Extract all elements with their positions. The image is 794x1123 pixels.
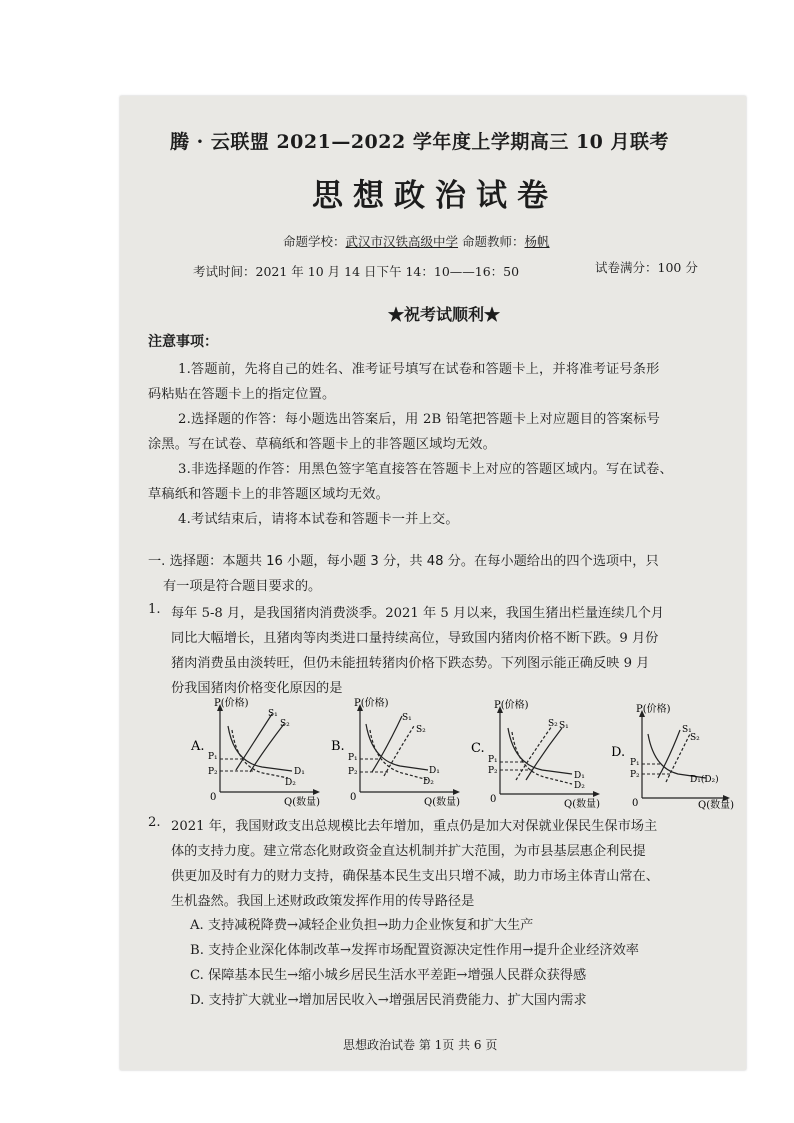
p1-label: P₁ xyxy=(348,753,358,763)
origin-label: 0 xyxy=(350,792,357,803)
teacher-label: 命题教师： xyxy=(462,234,525,249)
blessing-text: ★祝考试顺利★ xyxy=(388,305,501,324)
d1-label: D₁ xyxy=(294,767,305,777)
p1-label: P₁ xyxy=(488,755,498,765)
section-heading: 一. 选择题：本题共 16 小题，每小题 3 分，共 48 分。在每小题给出的四个选项中，只 xyxy=(148,554,659,569)
notes-heading: 注意事项： xyxy=(148,334,218,350)
q1-stem-line: 猪肉消费虽由淡转旺，但仍未能扭转猪肉价格下跌态势。下列图示能正确反映 9 月 xyxy=(171,656,650,671)
score-info xyxy=(595,258,698,276)
option-letter: D. xyxy=(612,745,626,760)
note-line: 码粘贴在答题卡上的指定位置。 xyxy=(148,387,336,402)
s1-label: S₁ xyxy=(402,713,412,723)
section-heading-cont: 有一项是符合题目要求的。 xyxy=(163,579,322,594)
q1-stem-line: 份我国猪肉价格变化原因的是 xyxy=(171,681,343,696)
p2-label: P₂ xyxy=(208,767,218,777)
exam-title: 腾 · 云联盟 2021—2022 学年度上学期高三 10 月联考 xyxy=(170,131,670,153)
score-label: 试卷满分： xyxy=(595,260,658,275)
q2-stem-line: 生机盎然。我国上述财政政策发挥作用的传导路径是 xyxy=(171,894,475,909)
s1-label: S₁ xyxy=(559,721,569,731)
exam-subject: 思想政治试卷 xyxy=(312,178,558,214)
note-line: 3.非选择题的作答：用黑色签字笔直接答在答题卡上对应的答题区域内。写在试卷、 xyxy=(178,462,673,477)
p-axis-label: P(价格) xyxy=(214,698,249,709)
origin-label: 0 xyxy=(490,794,497,805)
option-letter: C. xyxy=(471,741,485,756)
p2-label: P₂ xyxy=(488,766,498,776)
d1-label: D₁ xyxy=(574,771,585,781)
s1-label: S₁ xyxy=(682,725,692,735)
p1-label: P₁ xyxy=(208,752,218,762)
q2-stem-line: 供更加及时有力的财力支持，确保基本民生支出只增不减，助力市场主体青山常在、 xyxy=(171,869,659,884)
q1-stem-line: 每年 5-8 月，是我国猪肉消费淡季。2021 年 5 月以来，我国生猪出栏量连续几个月 xyxy=(171,606,664,621)
school-label: 命题学校： xyxy=(283,234,346,249)
teacher-name: 杨帆 xyxy=(524,234,550,249)
note-line: 4.考试结束后，请将本试卷和答题卡一并上交。 xyxy=(178,512,459,527)
note-line: 涂黑。写在试卷、草稿纸和答题卡上的非答题区域均无效。 xyxy=(148,437,497,452)
d2-label: D₂ xyxy=(285,778,296,788)
graph-option-b xyxy=(328,696,468,812)
option-letter: B. xyxy=(331,739,345,754)
origin-label: 0 xyxy=(632,798,639,809)
s2-label: S₂ xyxy=(548,719,558,729)
score-value: 100 分 xyxy=(657,260,698,275)
q1-stem-line: 同比大幅增长，且猪肉等肉类进口量持续高位，导致国内猪肉价格不断下跌。9 月份 xyxy=(171,631,659,646)
note-line: 草稿纸和答题卡上的非答题区域均无效。 xyxy=(148,487,389,502)
d1-label: D₁ xyxy=(429,766,440,776)
q-axis-label: Q(数量) xyxy=(698,800,735,811)
d1-label: D₁(D₂) xyxy=(690,775,719,785)
p2-label: P₂ xyxy=(630,770,640,780)
q2-number: 2. xyxy=(148,815,161,830)
q2-option-b: B. 支持企业深化体制改革→发挥市场配置资源决定性作用→提升企业经济效率 xyxy=(190,943,639,958)
graph-option-c xyxy=(468,698,608,814)
q2-option-a: A. 支持减税降费→减轻企业负担→助力企业恢复和扩大生产 xyxy=(190,918,534,933)
q1-number: 1. xyxy=(148,602,161,617)
d2-label: D₂ xyxy=(574,781,585,791)
graph-option-a xyxy=(188,696,328,812)
p-axis-label: P(价格) xyxy=(494,700,529,711)
s2-label: S₂ xyxy=(280,719,290,729)
s2-label: S₂ xyxy=(416,725,426,735)
author-line xyxy=(283,232,550,250)
note-line: 2.选择题的作答：每小题选出答案后，用 2B 铅笔把答题卡上对应题目的答案标号 xyxy=(178,412,661,427)
note-line: 1.答题前，先将自己的姓名、准考证号填写在试卷和答题卡上，并将准考证号条形 xyxy=(178,362,660,377)
page-footer: 思想政治试卷 第 1页 共 6 页 xyxy=(343,1038,498,1052)
p-axis-label: P(价格) xyxy=(636,704,671,715)
q-axis-label: Q(数量) xyxy=(284,797,321,808)
school-name: 武汉市汉铁高级中学 xyxy=(345,234,459,249)
q2-stem-line: 体的支持力度。建立常态化财政资金直达机制并扩大范围，为市县基层惠企利民提 xyxy=(171,844,646,859)
s2-label: S₂ xyxy=(690,733,700,743)
p1-label: P₁ xyxy=(630,758,640,768)
q2-stem-line: 2021 年，我国财政支出总规模比去年增加，重点仍是加大对保就业保民生保市场主 xyxy=(171,819,658,834)
option-letter: A. xyxy=(191,739,205,754)
q2-option-d: D. 支持扩大就业→增加居民收入→增强居民消费能力、扩大国内需求 xyxy=(190,993,587,1008)
q2-option-c: C. 保障基本民生→缩小城乡居民生活水平差距→增强人民群众获得感 xyxy=(190,968,587,983)
exam-time: 考试时间：2021 年 10 月 14 日下午 14：10——16：50 xyxy=(193,264,520,279)
p-axis-label: P(价格) xyxy=(354,698,389,709)
q-axis-label: Q(数量) xyxy=(424,797,461,808)
origin-label: 0 xyxy=(210,792,217,803)
s1-label: S₁ xyxy=(268,709,278,719)
p2-label: P₂ xyxy=(348,767,358,777)
q-axis-label: Q(数量) xyxy=(564,799,601,810)
d2-label: D₂ xyxy=(423,777,434,787)
graph-option-d xyxy=(612,702,736,818)
